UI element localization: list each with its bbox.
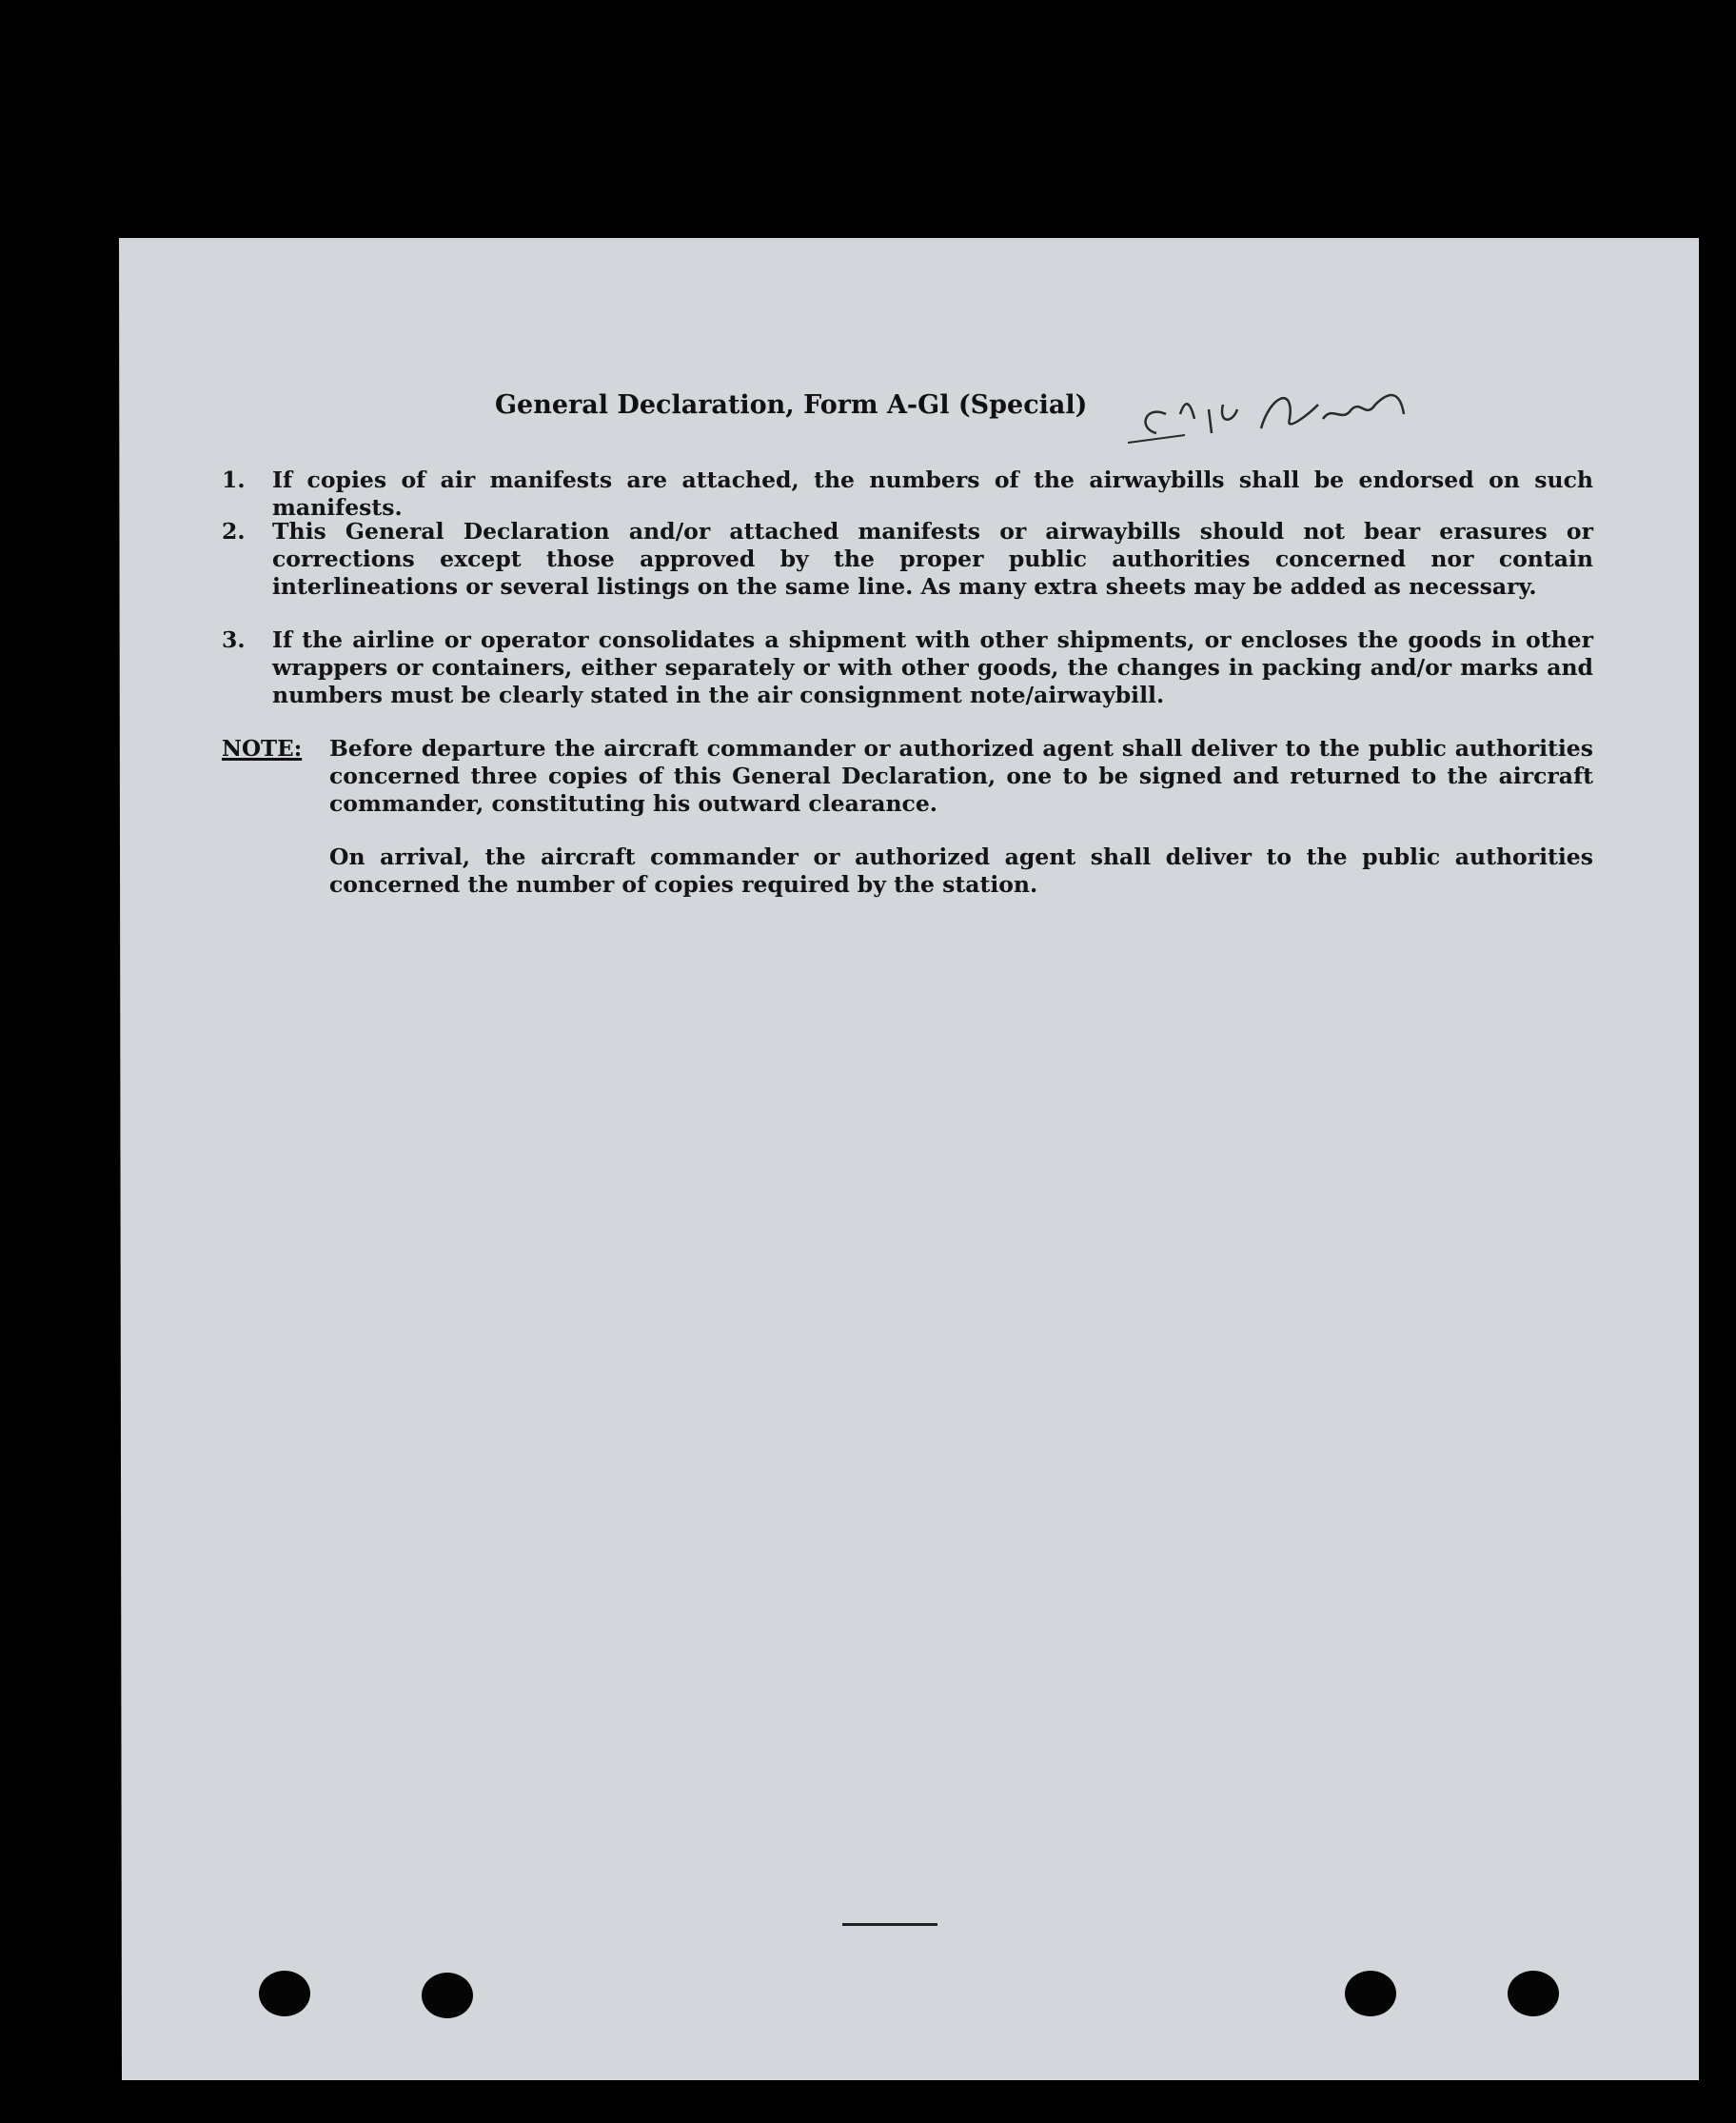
stray-mark — [842, 1923, 937, 1926]
handwritten-annotation — [1128, 376, 1432, 452]
note-paragraph-2: On arrival, the aircraft commander or authorized agent shall deliver to the public authorities concerned the number of copies required by the station. — [329, 843, 1593, 898]
item-3-text: If the airline or operator consolidates a shipment with other shipments, or encloses the goods in other wrappers or containers, either separately or with other goods, the changes in packing and/or marks and numbers must be clearly stated in the air consignment note/airwaybill. — [272, 626, 1593, 708]
item-1-number: 1. — [222, 466, 246, 493]
punch-hole-3 — [1345, 1971, 1396, 2016]
item-2-text: This General Declaration and/or attached manifests or airwaybills should not bear erasures or corrections except those approved by the proper public authorities concerned nor contain interlineations or several listings on the same line. As many extra sheets may be added as necessary. — [272, 518, 1593, 600]
item-2-number: 2. — [222, 518, 246, 545]
item-1-text: If copies of air manifests are attached, the numbers of the airwaybills shall be endorsed on such manifests. — [272, 466, 1593, 521]
punch-hole-1 — [259, 1971, 310, 2016]
item-3-number: 3. — [222, 626, 246, 653]
note-label: NOTE: — [222, 736, 303, 762]
page-title: General Declaration, Form A-Gl (Special) — [495, 390, 1088, 420]
punch-hole-4 — [1508, 1971, 1559, 2016]
punch-hole-2 — [422, 1973, 473, 2018]
note-paragraph-1: Before departure the aircraft commander or authorized agent shall deliver to the public authorities concerned three copies of this General Declaration, one to be signed and returned to the aircraft commander, constituting his outward clearance. — [329, 735, 1593, 817]
